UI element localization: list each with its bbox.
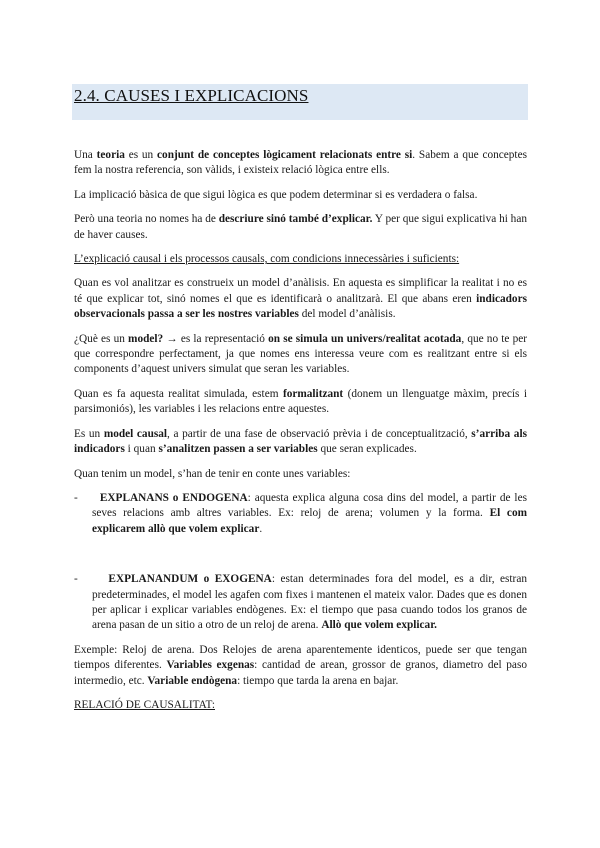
bold-text: Allò que volem explicar. — [321, 619, 437, 632]
text: Quan es fa aquesta realitat simulada, estem — [74, 387, 283, 400]
bold-text: conjunt de conceptes lògicament relacionats entre si — [157, 149, 413, 161]
list-item-explanans — [74, 491, 527, 537]
paragraph-variables-intro: Quan tenim un model, s’han de tenir en conte unes variables: — [74, 467, 351, 480]
bold-text: s’arriba als indicadors — [74, 427, 527, 456]
text: . Sabem a que conceptes fem la nostra referencia, son vàlids, i existeix relació lògica entre ells. — [74, 149, 527, 177]
bold-text: teoria — [96, 149, 125, 161]
paragraph-theory — [74, 148, 527, 179]
bold-text: on se simula un univers/realitat acotada — [268, 332, 462, 345]
bullet-dash: - — [74, 491, 78, 504]
bold-text: EXPLANANS o ENDOGENA — [99, 491, 248, 504]
text: Y per que sigui explicativa hi han de haver causes. — [74, 213, 527, 241]
bold-text: s’analitzen passen a ser variables — [158, 443, 318, 456]
text: , que no te per que correspondre perfectament, ja que nomes ens interessa veure com es realitzant entre si els components d’aquest univers simulat que seran les variables. — [74, 332, 527, 376]
text: del model d’anàlisis. — [298, 308, 396, 321]
subheading-causal-explanation: L’explicació causal i els processos causals, com condicions innecessàries i suficients: — [74, 253, 460, 266]
paragraph-explain — [74, 212, 527, 243]
text: Exemple: Reloj de arena. Dos Relojes de arena aparentemente identicos, puede ser que tengan tiempos diferentes. — [74, 643, 527, 672]
text: : aquesta explica alguna cosa dins del model, a partir de les seves relacions amb altres variables. Ex: reloj de arena; volumen y la forma. — [92, 491, 527, 520]
text: : estan determinades fora del model, es a dir, estran predeterminades, el model les agafen com fixes i mantenen el mateix valor. Dades que es donen per aplicar i explicar variables endògenes. Ex: el tiempo que pasa cuando todos los granos de arena pasan de un sitio a otro de un reloj de arena. — [92, 573, 527, 632]
section-heading: 2.4. CAUSES I EXPLICACIONS — [74, 86, 309, 105]
text: es un — [124, 149, 158, 161]
bold-text: EXPLANANDUM o EXOGENA — [108, 573, 272, 586]
paragraph-analysis-model — [74, 276, 527, 322]
bold-text: Variables exgenas — [166, 659, 255, 672]
paragraph-example — [74, 643, 527, 689]
subheading-causality: RELACIÓ DE CAUSALITAT: — [74, 698, 215, 711]
bold-text: formalitzant — [282, 387, 344, 400]
text: : tiempo que tarda la arena en bajar. — [237, 674, 399, 687]
paragraph-implication: La implicació bàsica de que sigui lògica es que podem determinar si es verdadera o falsa. — [74, 188, 478, 201]
paragraph-causal-model — [74, 427, 527, 458]
paragraph-what-is-model — [74, 332, 527, 378]
text: Quan es vol analitzar es construeix un model d’anàlisis. En aquesta es simplificar la realitat i no es té que explicar tot, sinó nomes el que es identificarà o analitzarà. El que abans eren — [74, 277, 527, 305]
bold-text: descriure sinó també d’explicar. — [218, 213, 373, 226]
text: → es la representació — [163, 332, 269, 345]
bold-text: indicadors observacionals passa a ser les nostres variables — [74, 292, 527, 321]
text: Però una teoria no nomes ha de — [74, 213, 219, 226]
list-item-explanandum — [74, 572, 527, 634]
blank-line — [74, 546, 527, 572]
text: Es un — [74, 427, 104, 440]
text: i quan — [124, 443, 159, 456]
bold-text: model causal — [103, 427, 168, 440]
bold-text: Variable endògena — [147, 674, 238, 687]
text: (donem un llenguatge màxim, precís i parsimoniós), les variables i les relacions entre aquestes. — [74, 387, 527, 416]
document-body — [74, 148, 527, 722]
list-item-text — [92, 572, 527, 634]
text: ¿Què es un — [74, 332, 129, 345]
text: Una — [74, 149, 97, 161]
bullet-dash: - — [74, 573, 78, 586]
bold-text: model? — [128, 332, 164, 345]
bold-text: El com explicarem allò que volem explicar — [92, 507, 528, 535]
text: : cantidad de arean, grossor de granos, diametro del paso intermedio, etc. — [74, 659, 527, 687]
list-item-text — [92, 491, 527, 537]
paragraph-formalizing — [74, 387, 527, 418]
text: . — [259, 522, 263, 535]
text: , a partir de una fase de observació prèvia i de conceptualització, — [167, 427, 472, 440]
text: que seran explicades. — [317, 443, 417, 456]
